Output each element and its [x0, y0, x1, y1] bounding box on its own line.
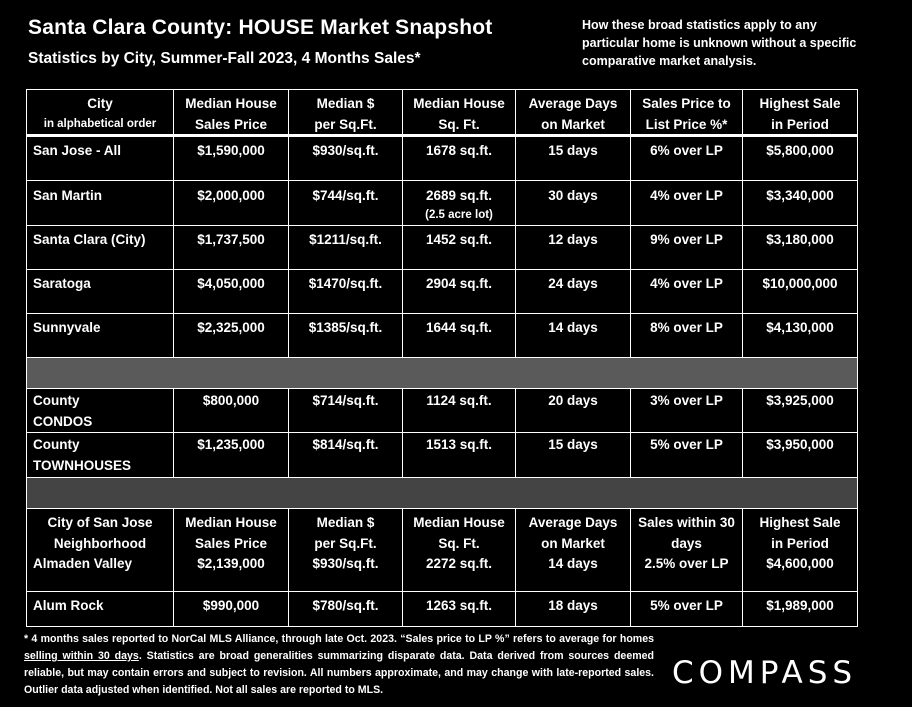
city-name: San Jose - All: [26, 137, 174, 181]
table-row: [26, 181, 858, 226]
header-line: on Market: [541, 536, 605, 551]
header-sales-to-list: [631, 89, 743, 137]
table-row: [26, 433, 858, 478]
header-line: City of San Jose: [47, 515, 153, 530]
sales-to-list: 5% over LP: [631, 592, 743, 627]
median-ppsf: $814/sq.ft.: [289, 433, 403, 478]
header-neighborhood: [26, 509, 174, 552]
city-name: Sunnyvale: [26, 314, 174, 358]
header-line: days: [671, 536, 702, 551]
county-label: County: [33, 437, 80, 452]
highest-sale: $3,950,000: [743, 433, 858, 478]
header-line: List Price %*: [645, 117, 728, 132]
header-line: Highest Sale: [759, 96, 841, 111]
sales-to-list: 2.5% over LP: [631, 552, 743, 592]
median-ppsf: $1470/sq.ft.: [289, 270, 403, 314]
page-subtitle: Statistics by City, Summer-Fall 2023, 4 Months Sales*: [28, 50, 421, 67]
header-line: Median House: [185, 515, 277, 530]
header-median-sqft: [403, 509, 516, 552]
header-line: Median House: [185, 96, 277, 111]
header-line: Highest Sale: [759, 515, 841, 530]
footnote: [24, 631, 654, 699]
header-line: Average Days: [528, 515, 618, 530]
median-price: $990,000: [174, 592, 289, 627]
footnote-text: * 4 months sales reported to NorCal MLS Alliance, through late Oct. 2023. “Sales price to LP %” refers to average for homes: [24, 633, 654, 645]
median-sqft: [403, 181, 516, 226]
header-avg-days: [516, 509, 631, 552]
median-sqft: 1263 sq.ft.: [403, 592, 516, 627]
median-ppsf: $930/sq.ft.: [289, 552, 403, 592]
median-price: $2,000,000: [174, 181, 289, 226]
median-price: $1,590,000: [174, 137, 289, 181]
header-city-label: City: [87, 96, 113, 111]
sales-to-list: 8% over LP: [631, 314, 743, 358]
sales-to-list: 4% over LP: [631, 181, 743, 226]
avg-days: 24 days: [516, 270, 631, 314]
avg-days: 14 days: [516, 314, 631, 358]
highest-sale: $1,989,000: [743, 592, 858, 627]
header-line: Sq. Ft.: [438, 117, 480, 132]
highest-sale: $10,000,000: [743, 270, 858, 314]
header-line: per Sq.Ft.: [314, 536, 377, 551]
sqft-value: 2689 sq.ft.: [425, 188, 493, 203]
table-row: [26, 552, 858, 592]
avg-days: 18 days: [516, 592, 631, 627]
avg-days: 20 days: [516, 389, 631, 433]
header-median-sqft: [403, 89, 516, 137]
highest-sale: $5,800,000: [743, 137, 858, 181]
header-highest-sale: [743, 509, 858, 552]
table-row: [26, 270, 858, 314]
avg-days: 14 days: [516, 552, 631, 592]
header-line: Median $: [316, 96, 375, 111]
highest-sale: $3,925,000: [743, 389, 858, 433]
header-line: Sales Price to: [642, 96, 731, 111]
city-name: Santa Clara (City): [26, 226, 174, 270]
avg-days: 15 days: [516, 433, 631, 478]
median-price: $2,139,000: [174, 552, 289, 592]
sales-to-list: 5% over LP: [631, 433, 743, 478]
header-line: Sales Price: [194, 536, 268, 551]
median-ppsf: $1385/sq.ft.: [289, 314, 403, 358]
city-name: Saratoga: [26, 270, 174, 314]
median-ppsf: $714/sq.ft.: [289, 389, 403, 433]
header-median-ppsf: [289, 509, 403, 552]
header-line: Sales Price: [194, 117, 268, 132]
median-ppsf: $1211/sq.ft.: [289, 226, 403, 270]
page-title: Santa Clara County: HOUSE Market Snapshot: [28, 16, 493, 39]
median-sqft: 1452 sq.ft.: [403, 226, 516, 270]
median-price: $1,235,000: [174, 433, 289, 478]
header-city: [26, 89, 174, 137]
table-row: [26, 388, 858, 433]
header-median-price: [174, 509, 289, 552]
median-sqft: 2272 sq.ft.: [403, 552, 516, 592]
median-price: $800,000: [174, 389, 289, 433]
sales-to-list: 9% over LP: [631, 226, 743, 270]
median-ppsf: $744/sq.ft.: [289, 181, 403, 226]
lot-note: (2.5 acre lot): [425, 209, 493, 221]
header-line: Median House: [413, 96, 505, 111]
header-median-ppsf: [289, 89, 403, 137]
median-sqft: 1513 sq.ft.: [403, 433, 516, 478]
footnote-underlined: selling within 30 days: [24, 650, 139, 662]
header-line: in Period: [771, 536, 829, 551]
header-line: in Period: [771, 117, 829, 132]
disclaimer-text: How these broad statistics apply to any particular home is unknown without a specific comparative market analysis.: [582, 18, 857, 68]
compass-logo: COMPASS: [672, 655, 858, 691]
highest-sale: $4,130,000: [743, 314, 858, 358]
table-row: [26, 226, 858, 270]
property-type: CONDOS: [33, 414, 93, 429]
highest-sale: $3,340,000: [743, 181, 858, 226]
avg-days: 12 days: [516, 226, 631, 270]
sales-to-list: 6% over LP: [631, 137, 743, 181]
table-row: [26, 314, 858, 358]
header-highest-sale: [743, 89, 858, 137]
header-sales-30-days: [631, 509, 743, 552]
median-ppsf: $780/sq.ft.: [289, 592, 403, 627]
neighborhood-name: Alum Rock: [26, 592, 174, 627]
section-divider: [26, 358, 858, 388]
highest-sale: $3,180,000: [743, 226, 858, 270]
header-line: Neighborhood: [53, 536, 147, 551]
county-type: [26, 389, 174, 433]
header-city-sublabel: in alphabetical order: [43, 118, 157, 130]
table-row: [26, 592, 858, 627]
median-sqft: 1124 sq.ft.: [403, 389, 516, 433]
avg-days: 30 days: [516, 181, 631, 226]
highest-sale: $4,600,000: [743, 552, 858, 592]
median-sqft: 2904 sq.ft.: [403, 270, 516, 314]
sales-to-list: 4% over LP: [631, 270, 743, 314]
table-header: [26, 89, 858, 137]
sales-to-list: 3% over LP: [631, 389, 743, 433]
property-type: TOWNHOUSES: [33, 458, 132, 473]
neighborhood-header: [26, 508, 858, 552]
header-line: Median House: [413, 515, 505, 530]
median-sqft: 1644 sq.ft.: [403, 314, 516, 358]
median-ppsf: $930/sq.ft.: [289, 137, 403, 181]
header-line: Sq. Ft.: [438, 536, 480, 551]
table-row: [26, 137, 858, 181]
header-median-price: [174, 89, 289, 137]
median-price: $1,737,500: [174, 226, 289, 270]
median-price: $2,325,000: [174, 314, 289, 358]
median-sqft: 1678 sq.ft.: [403, 137, 516, 181]
header-line: Average Days: [528, 96, 618, 111]
header-line: on Market: [541, 117, 605, 132]
market-table: [26, 89, 858, 627]
header-line: per Sq.Ft.: [314, 117, 377, 132]
county-label: County: [33, 393, 80, 408]
county-type: [26, 433, 174, 478]
city-name: San Martin: [26, 181, 174, 226]
avg-days: 15 days: [516, 137, 631, 181]
header-line: Sales within 30: [638, 515, 735, 530]
median-price: $4,050,000: [174, 270, 289, 314]
footnote-text: . Statistics are broad generalities summarizing disparate data. Data derived from sources deemed reliable, but may contain errors and subject to revision. All numbers approximate, and may change with late-reported sales. Outlier data adjusted when identified. Not all sales are reported to MLS.: [24, 650, 654, 696]
section-divider: [26, 478, 858, 508]
header-avg-days: [516, 89, 631, 137]
neighborhood-name: Almaden Valley: [26, 552, 174, 592]
header-line: Median $: [316, 515, 375, 530]
